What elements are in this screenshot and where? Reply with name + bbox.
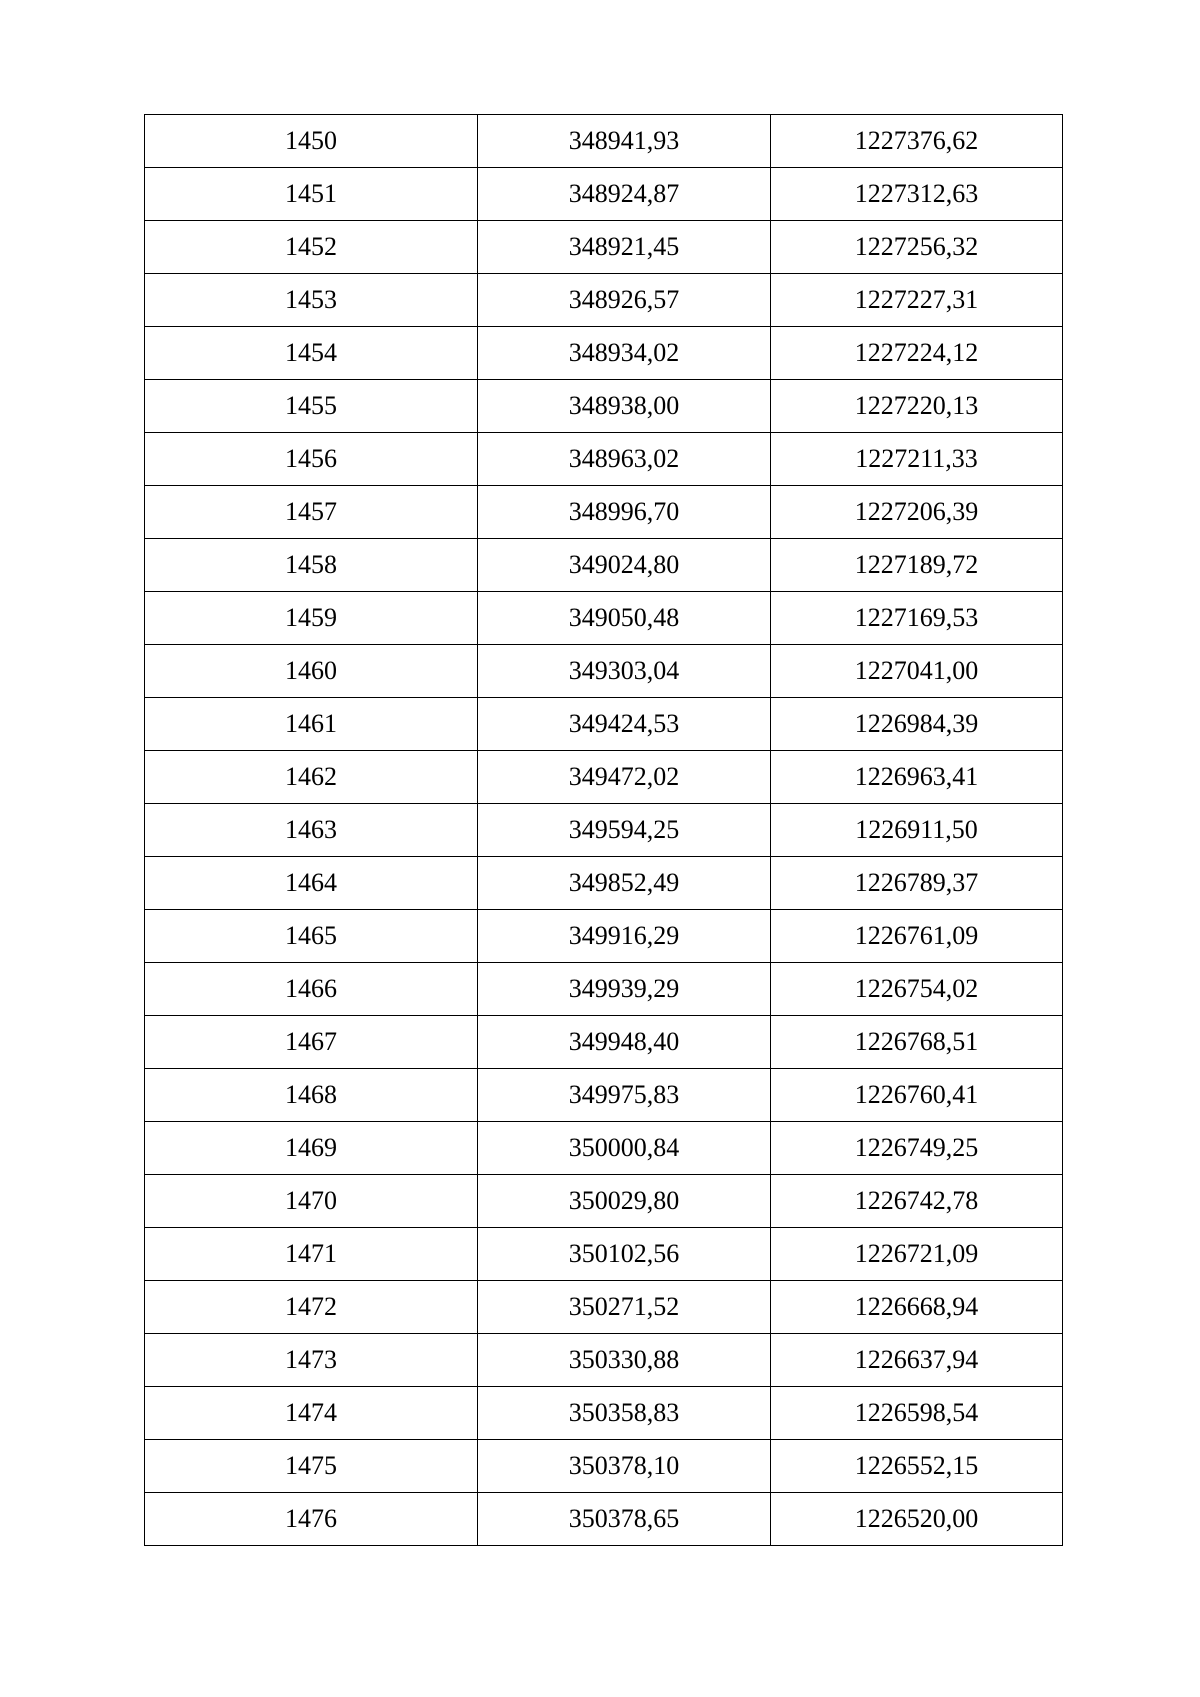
x-coordinate-cell: 349303,04: [478, 645, 771, 698]
table-row: [145, 380, 1063, 433]
y-coordinate-cell: 1227227,31: [771, 274, 1063, 327]
y-coordinate-cell: 1226754,02: [771, 963, 1063, 1016]
point-number-cell: 1462: [145, 751, 478, 804]
point-number-cell: 1461: [145, 698, 478, 751]
y-coordinate-cell: 1226598,54: [771, 1387, 1063, 1440]
x-coordinate-cell: 350102,56: [478, 1228, 771, 1281]
table-row: [145, 645, 1063, 698]
point-number-cell: 1463: [145, 804, 478, 857]
x-coordinate-cell: 349424,53: [478, 698, 771, 751]
y-coordinate-cell: 1227256,32: [771, 221, 1063, 274]
coordinates-table: [144, 114, 1063, 1546]
table-row: [145, 1387, 1063, 1440]
point-number-cell: 1451: [145, 168, 478, 221]
x-coordinate-cell: 349050,48: [478, 592, 771, 645]
coordinates-table-body: [145, 115, 1063, 1546]
x-coordinate-cell: 349939,29: [478, 963, 771, 1016]
table-row: [145, 1440, 1063, 1493]
table-row: [145, 433, 1063, 486]
table-row: [145, 1228, 1063, 1281]
x-coordinate-cell: 350029,80: [478, 1175, 771, 1228]
point-number-cell: 1469: [145, 1122, 478, 1175]
table-row: [145, 168, 1063, 221]
x-coordinate-cell: 349948,40: [478, 1016, 771, 1069]
point-number-cell: 1460: [145, 645, 478, 698]
point-number-cell: 1459: [145, 592, 478, 645]
point-number-cell: 1454: [145, 327, 478, 380]
point-number-cell: 1472: [145, 1281, 478, 1334]
point-number-cell: 1474: [145, 1387, 478, 1440]
table-row: [145, 751, 1063, 804]
y-coordinate-cell: 1226789,37: [771, 857, 1063, 910]
point-number-cell: 1457: [145, 486, 478, 539]
table-row: [145, 486, 1063, 539]
y-coordinate-cell: 1226520,00: [771, 1493, 1063, 1546]
x-coordinate-cell: 349024,80: [478, 539, 771, 592]
table-row: [145, 910, 1063, 963]
y-coordinate-cell: 1226760,41: [771, 1069, 1063, 1122]
y-coordinate-cell: 1227211,33: [771, 433, 1063, 486]
y-coordinate-cell: 1227206,39: [771, 486, 1063, 539]
x-coordinate-cell: 350378,65: [478, 1493, 771, 1546]
x-coordinate-cell: 348926,57: [478, 274, 771, 327]
point-number-cell: 1466: [145, 963, 478, 1016]
point-number-cell: 1450: [145, 115, 478, 168]
point-number-cell: 1465: [145, 910, 478, 963]
y-coordinate-cell: 1226963,41: [771, 751, 1063, 804]
table-row: [145, 1069, 1063, 1122]
point-number-cell: 1467: [145, 1016, 478, 1069]
point-number-cell: 1468: [145, 1069, 478, 1122]
x-coordinate-cell: 348938,00: [478, 380, 771, 433]
x-coordinate-cell: 349472,02: [478, 751, 771, 804]
point-number-cell: 1452: [145, 221, 478, 274]
x-coordinate-cell: 350000,84: [478, 1122, 771, 1175]
y-coordinate-cell: 1226984,39: [771, 698, 1063, 751]
table-row: [145, 1493, 1063, 1546]
y-coordinate-cell: 1227041,00: [771, 645, 1063, 698]
x-coordinate-cell: 350330,88: [478, 1334, 771, 1387]
y-coordinate-cell: 1226742,78: [771, 1175, 1063, 1228]
x-coordinate-cell: 348941,93: [478, 115, 771, 168]
point-number-cell: 1476: [145, 1493, 478, 1546]
x-coordinate-cell: 348921,45: [478, 221, 771, 274]
table-row: [145, 115, 1063, 168]
y-coordinate-cell: 1227169,53: [771, 592, 1063, 645]
y-coordinate-cell: 1227224,12: [771, 327, 1063, 380]
y-coordinate-cell: 1227376,62: [771, 115, 1063, 168]
table-row: [145, 539, 1063, 592]
y-coordinate-cell: 1226761,09: [771, 910, 1063, 963]
point-number-cell: 1458: [145, 539, 478, 592]
table-row: [145, 963, 1063, 1016]
y-coordinate-cell: 1227189,72: [771, 539, 1063, 592]
y-coordinate-cell: 1226668,94: [771, 1281, 1063, 1334]
y-coordinate-cell: 1226721,09: [771, 1228, 1063, 1281]
table-row: [145, 1016, 1063, 1069]
y-coordinate-cell: 1226552,15: [771, 1440, 1063, 1493]
point-number-cell: 1456: [145, 433, 478, 486]
table-row: [145, 1122, 1063, 1175]
point-number-cell: 1471: [145, 1228, 478, 1281]
x-coordinate-cell: 348996,70: [478, 486, 771, 539]
table-row: [145, 804, 1063, 857]
point-number-cell: 1470: [145, 1175, 478, 1228]
x-coordinate-cell: 350378,10: [478, 1440, 771, 1493]
x-coordinate-cell: 349975,83: [478, 1069, 771, 1122]
table-row: [145, 1175, 1063, 1228]
table-row: [145, 592, 1063, 645]
x-coordinate-cell: 348934,02: [478, 327, 771, 380]
x-coordinate-cell: 350271,52: [478, 1281, 771, 1334]
x-coordinate-cell: 350358,83: [478, 1387, 771, 1440]
y-coordinate-cell: 1226749,25: [771, 1122, 1063, 1175]
x-coordinate-cell: 349916,29: [478, 910, 771, 963]
table-row: [145, 327, 1063, 380]
point-number-cell: 1464: [145, 857, 478, 910]
y-coordinate-cell: 1226637,94: [771, 1334, 1063, 1387]
y-coordinate-cell: 1227312,63: [771, 168, 1063, 221]
y-coordinate-cell: 1226911,50: [771, 804, 1063, 857]
point-number-cell: 1473: [145, 1334, 478, 1387]
table-row: [145, 857, 1063, 910]
point-number-cell: 1453: [145, 274, 478, 327]
table-row: [145, 1334, 1063, 1387]
x-coordinate-cell: 348963,02: [478, 433, 771, 486]
table-row: [145, 698, 1063, 751]
x-coordinate-cell: 349594,25: [478, 804, 771, 857]
x-coordinate-cell: 349852,49: [478, 857, 771, 910]
table-row: [145, 221, 1063, 274]
point-number-cell: 1475: [145, 1440, 478, 1493]
table-row: [145, 274, 1063, 327]
point-number-cell: 1455: [145, 380, 478, 433]
x-coordinate-cell: 348924,87: [478, 168, 771, 221]
table-row: [145, 1281, 1063, 1334]
y-coordinate-cell: 1226768,51: [771, 1016, 1063, 1069]
y-coordinate-cell: 1227220,13: [771, 380, 1063, 433]
